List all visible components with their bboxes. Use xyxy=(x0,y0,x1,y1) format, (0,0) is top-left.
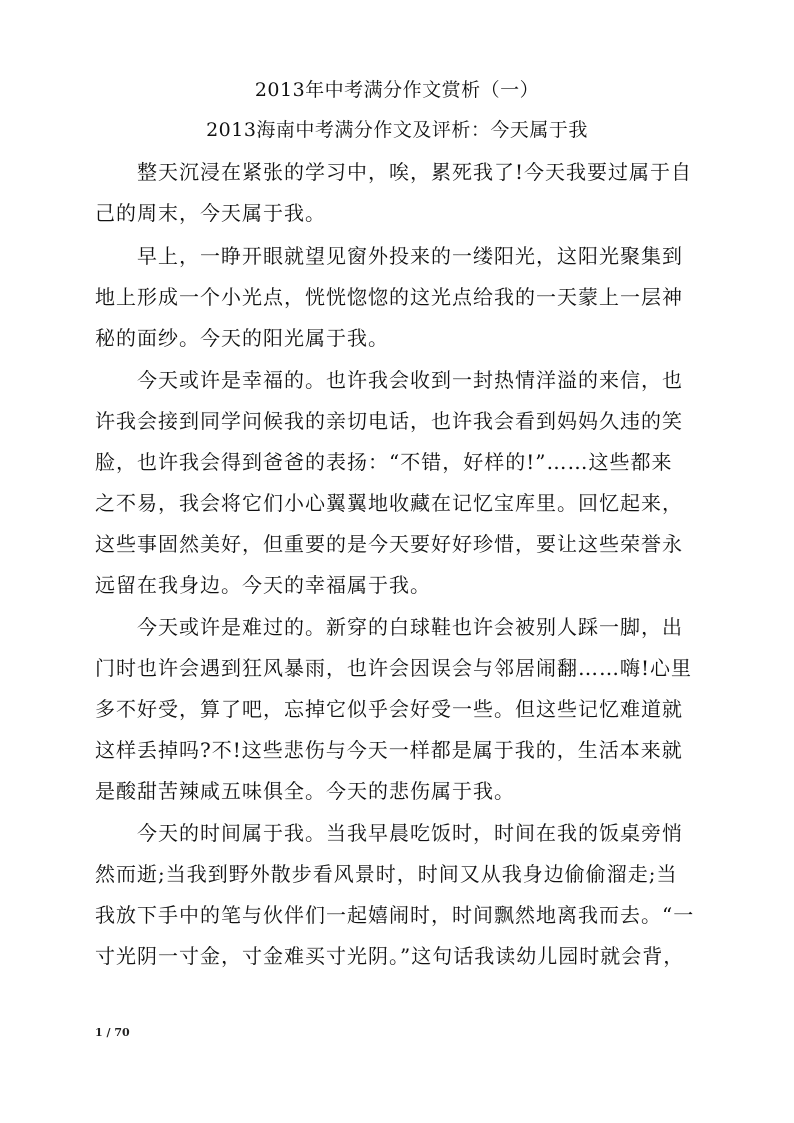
text-line: 然而逝;当我到野外散步看风景时，时间又从我身边偷偷溜走;当 xyxy=(95,862,678,886)
page-indicator: 1 / 70 xyxy=(95,1026,130,1039)
text-line: 己的周末，今天属于我。 xyxy=(95,201,326,225)
text-line: 早上，一睁开眼就望见窗外投来的一缕阳光，这阳光聚集到 xyxy=(137,244,683,268)
text-line: 许我会接到同学问候我的亲切电话，也许我会看到妈妈久违的笑 xyxy=(95,409,683,433)
text-line: 这样丢掉吗?不!这些悲伤与今天一样都是属于我的，生活本来就 xyxy=(95,738,683,762)
text-line: 秘的面纱。今天的阳光属于我。 xyxy=(95,326,389,350)
text-line: 脸，也许我会得到爸爸的表扬：“不错，好样的!”……这些都来 xyxy=(95,450,673,474)
text-line: 多不好受，算了吧，忘掉它似乎会好受一些。但这些记忆难道就 xyxy=(95,697,683,721)
text-line: 我放下手中的笔与伙伴们一起嬉闹时，时间飘然地离我而去。“一 xyxy=(95,903,695,927)
text-line: 今天或许是难过的。新穿的白球鞋也许会被别人踩一脚，出 xyxy=(137,615,683,639)
document-subtitle: 2013海南中考满分作文及评析：今天属于我 xyxy=(206,119,588,141)
text-line: 是酸甜苦辣咸五味俱全。今天的悲伤属于我。 xyxy=(95,779,515,803)
document-title: 2013年中考满分作文赏析（一） xyxy=(254,79,540,101)
text-line: 门时也许会遇到狂风暴雨，也许会因误会与邻居闹翻……嗨!心里 xyxy=(95,656,693,680)
text-line: 寸光阴一寸金，寸金难买寸光阴。”这句话我读幼儿园时就会背， xyxy=(95,944,685,968)
text-line: 整天沉浸在紧张的学习中，唉，累死我了!今天我要过属于自 xyxy=(137,160,693,184)
text-line: 今天的时间属于我。当我早晨吃饭时，时间在我的饭桌旁悄 xyxy=(137,821,683,845)
text-line: 这些事固然美好，但重要的是今天要好好珍惜，要让这些荣誉永 xyxy=(95,532,683,556)
text-line: 地上形成一个小光点，恍恍惚惚的这光点给我的一天蒙上一层神 xyxy=(95,285,683,309)
text-line: 远留在我身边。今天的幸福属于我。 xyxy=(95,573,431,597)
text-line: 今天或许是幸福的。也许我会收到一封热情洋溢的来信，也 xyxy=(137,368,683,392)
text-line: 之不易，我会将它们小心翼翼地收藏在记忆宝库里。回忆起来， xyxy=(95,491,683,515)
